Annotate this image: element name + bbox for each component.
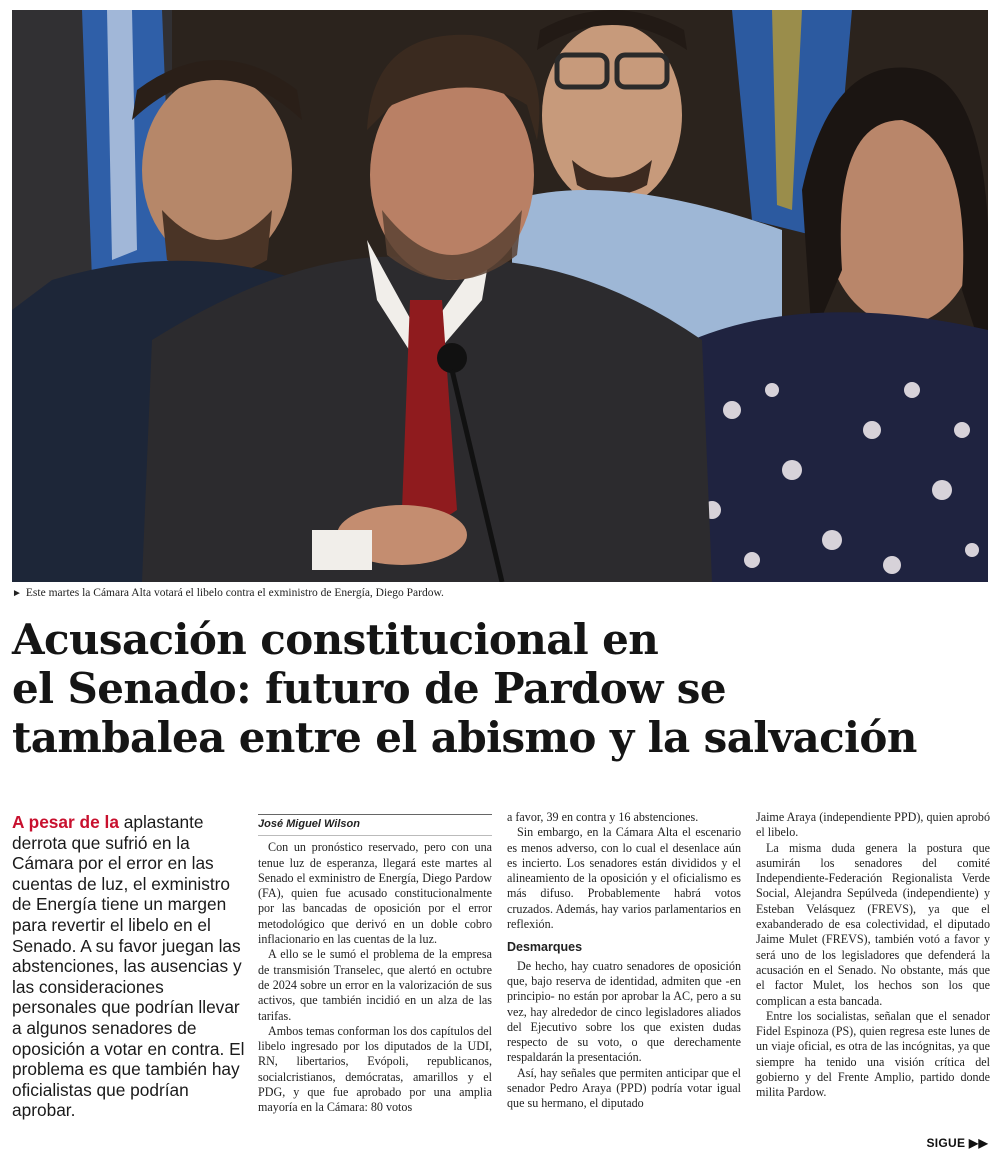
paragraph: Ambos temas conforman los dos capítulos del libelo ingresado por los diputados de la UDI, RN, libertarios, Evópoli, republicanos, socialcristianos, demócratas, amarillos y el PDG, y que fue aprobado por una amplia mayoría en la Cámara: 80 votos (258, 1023, 492, 1115)
headline-line-1: Acusación constitucional en (12, 615, 659, 664)
continue-indicator: SIGUE ▶▶ (926, 1136, 988, 1150)
paragraph: La misma duda genera la postura que asumirán los senadores del comité Independiente-Federación Regionalista Verde Social, Alejandra Sepúlveda (independiente) y Esteban Velásquez (FREVS), ya que el exabanderado de esa colectividad, el diputado Jaime Mulet (FREVS), también votó a favor y será uno de los legisladores que defenderá la acusación en el Senado. No obstante, más que el factor Mulet, los hechos son los que complican a esta bancada. (756, 840, 990, 1008)
headline-line-2: el Senado: futuro de Pardow se (12, 664, 726, 713)
lead-text: aplastante derrota que sufrió en la Cámara por el error en las cuentas de luz, el exministro de Energía tiene un margen para revertir el libelo en el Senado. A su favor juegan las abstenciones, las ausencias y las consideraciones personales que podrían llevar a algunos senadores de oposición a votar en contra. El problema es que también hay oficialistas que podrían aprobar. (12, 812, 245, 1121)
lead-paragraph (12, 812, 248, 1121)
paragraph: Con un pronóstico reservado, pero con una tenue luz de esperanza, llegará este martes al Senado el exministro de Energía, Diego Pardow (FA), quien fue acusado constitucionalmente por las bancadas de oposición por el error metodológico que derivó en un doble cobro inflacionario en las cuentas de la luz. (258, 840, 492, 947)
article-column-2 (507, 810, 741, 1112)
paragraph: A ello se le sumó el problema de la empresa de transmisión Transelec, que alertó en octubre de 2024 sobre un error en la valorización de sus activos, que también incidió en un alza de las tarifas. (258, 947, 492, 1023)
paragraph: Así, hay señales que permiten anticipar que el senador Pedro Araya (PPD) podría votar igual que su hermano, el diputado (507, 1065, 741, 1111)
lead-kicker: A pesar de la (12, 812, 119, 832)
author-byline: José Miguel Wilson (258, 814, 492, 836)
photo-caption (12, 586, 988, 601)
caption-text: Este martes la Cámara Alta votará el libelo contra el exministro de Energía, Diego Pardow. (25, 587, 444, 599)
caption-marker-icon: ► (12, 588, 22, 599)
photo-illustration (12, 10, 988, 582)
headline (12, 615, 972, 762)
paragraph: a favor, 39 en contra y 16 abstenciones. (507, 810, 699, 824)
section-subhead: Desmarques (507, 940, 583, 955)
paragraph: Jaime Araya (independiente PPD), quien aprobó el libelo. (756, 810, 990, 840)
paragraph: De hecho, hay cuatro senadores de oposición que, bajo reserva de identidad, admiten que -en principio- no están por aprobar la AC, pero a su vez, hay alrededor de cinco legisladores aliados del Ejecutivo sobre los que existen dudas respecto de su voto, o que derechamente respaldarán la presentación. (507, 958, 741, 1065)
article-column-1 (258, 814, 492, 1116)
article-column-3 (756, 810, 990, 1101)
headline-line-3: tambalea entre el abismo y la salvación (12, 713, 917, 762)
paragraph: Sin embargo, en la Cámara Alta el escenario es menos adverso, con lo cual el desenlace aún es incierto. Los senadores están divididos y el alineamiento de la oposición y el oficialismo es más difuso. Probablemente habrá votos cruzados. Además, hay varios parlamentarios en reflexión. (507, 825, 741, 932)
paragraph: Entre los socialistas, señalan que el senador Fidel Espinoza (PS), quien regresa este lunes de un viaje oficial, es otra de las incógnitas, ya que siempre ha tenido una visión crítica del gobierno y del Frente Amplio, partido donde milita Pardow. (756, 1008, 990, 1100)
news-photo (12, 10, 988, 582)
